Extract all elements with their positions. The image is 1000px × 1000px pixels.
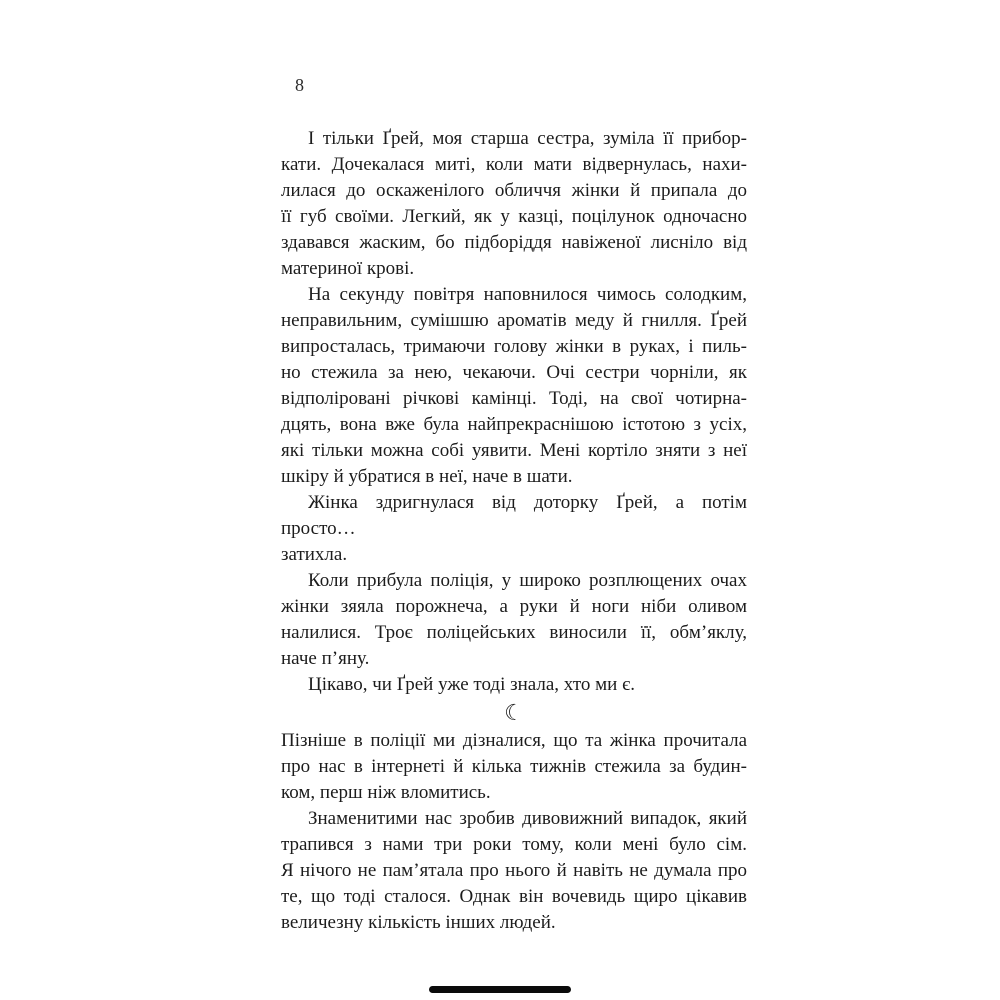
text-column <box>281 126 747 936</box>
text-line: Цікаво, чи Ґрей уже тоді знала, хто ми є. <box>308 674 635 695</box>
text-line: випросталась, тримаючи голову жінки в руках, і пиль- <box>281 336 747 357</box>
paragraph <box>281 672 747 698</box>
paragraph <box>281 728 747 806</box>
paragraph <box>281 282 747 490</box>
text-line: Жінка здригнулася від доторку Ґрей, а потім просто… <box>281 492 747 539</box>
home-indicator-bar[interactable] <box>429 986 571 993</box>
crescent-moon-icon: ☾ <box>504 700 524 725</box>
text-line: дцять, вона вже була найпрекраснішою істотою з усіх, <box>281 414 747 435</box>
text-line: про нас в інтернеті й кілька тижнів стежила за будин- <box>281 756 747 777</box>
page-number: 8 <box>295 75 304 95</box>
paragraph <box>281 568 747 672</box>
text-line: наче п’яну. <box>281 648 370 669</box>
text-line: лилася до оскаженілого обличчя жінки й припала до <box>281 180 747 201</box>
text-line: її губ своїми. Легкий, як у казці, поцілунок одночасно <box>281 206 747 227</box>
text-line: но стежила за нею, чекаючи. Очі сестри чорніли, як <box>281 362 747 383</box>
text-line: відполіровані річкові камінці. Тоді, на свої чотирна- <box>281 388 747 409</box>
text-line: І тільки Ґрей, моя старша сестра, зуміла її прибор- <box>308 128 747 149</box>
paragraph <box>281 806 747 936</box>
text-line: кати. Дочекалася миті, коли мати відвернулась, нахи- <box>281 154 747 175</box>
text-line: Я нічого не пам’ятала про нього й навіть не думала про <box>281 860 747 881</box>
text-line: трапився з нами три роки тому, коли мені було сім. <box>281 834 747 855</box>
text-line: Коли прибула поліція, у широко розплющених очах <box>308 570 747 591</box>
text-line: жінки зяяла порожнеча, а руки й ноги ніби оливом <box>281 596 747 617</box>
text-line: неправильним, сумішшю ароматів меду й гнилля. Ґрей <box>281 310 747 331</box>
text-line: затихла. <box>281 544 348 565</box>
text-line: те, що тоді сталося. Однак він вочевидь щиро цікавив <box>281 886 747 907</box>
text-line: здавався жаским, бо підборіддя навіженої лисніло від <box>281 232 747 253</box>
text-line: які тільки можна собі уявити. Мені кортіло зняти з неї <box>281 440 747 461</box>
paragraph <box>281 490 747 568</box>
text-line: величезну кількість інших людей. <box>281 912 556 933</box>
text-line: На секунду повітря наповнилося чимось солодким, <box>308 284 747 305</box>
text-line: материної крові. <box>281 258 415 279</box>
text-line: Пізніше в поліції ми дізналися, що та жінка прочитала <box>281 730 747 751</box>
text-line: ком, перш ніж вломитись. <box>281 782 491 803</box>
paragraph <box>281 126 747 282</box>
text-line: налилися. Троє поліцейських виносили її, обм’яклу, <box>281 622 747 643</box>
text-line: Знаменитими нас зробив дивовижний випадок, який <box>308 808 747 829</box>
text-line: шкіру й убратися в неї, наче в шати. <box>281 466 573 487</box>
